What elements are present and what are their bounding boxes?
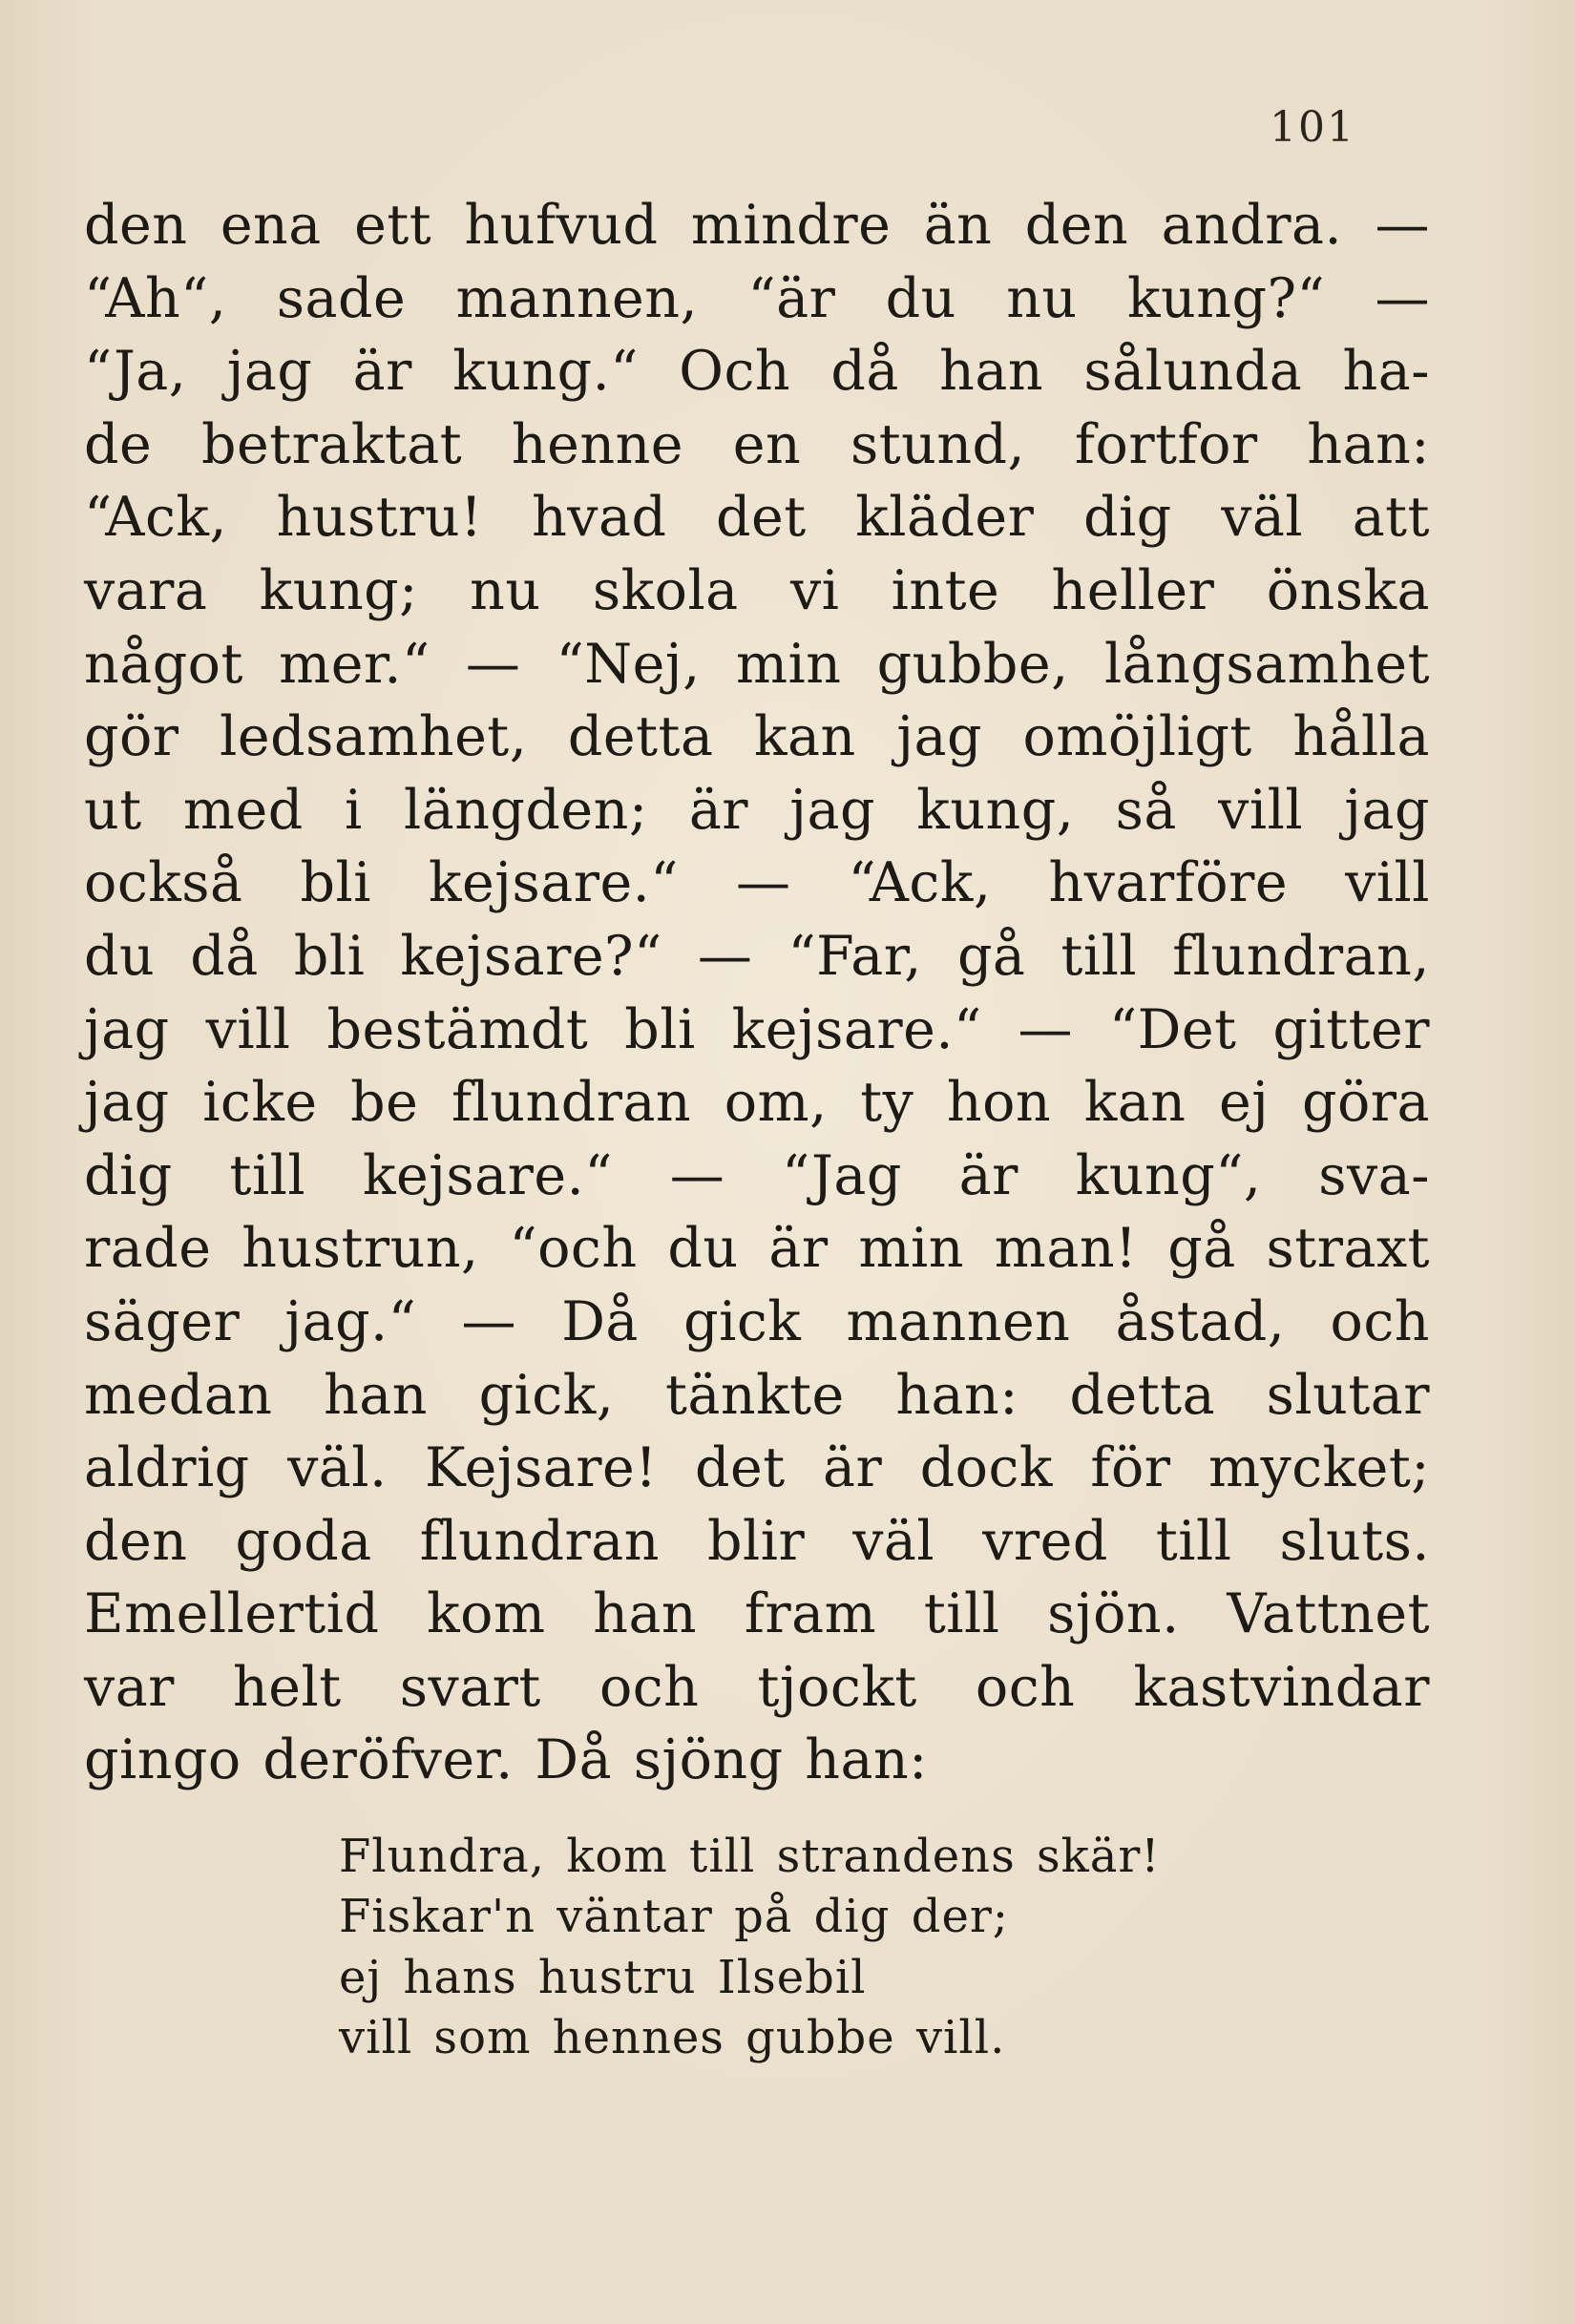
text-line: också bli kejsare.“ — “Ack, hvarföre vill	[84, 851, 1430, 915]
text-line: den goda flundran blir väl vred till sluts.	[84, 1509, 1430, 1573]
text-line: dig till kejsare.“ — “Jag är kung“, sva-	[84, 1143, 1430, 1207]
text-line: ut med i längden; är jag kung, så vill jag	[84, 778, 1430, 842]
text-line: “Ack, hustru! hvad det kläder dig väl att	[84, 486, 1430, 550]
text-line: vara kung; nu skola vi inte heller önska	[84, 558, 1430, 622]
text-line: rade hustrun, “och du är min man! gå straxt	[84, 1217, 1430, 1281]
verse-line: vill som hennes gubbe vill.	[339, 2010, 1006, 2064]
text-line: Emellertid kom han fram till sjön. Vattnet	[84, 1582, 1430, 1646]
text-line: gör ledsamhet, detta kan jag omöjligt hålla	[84, 705, 1430, 769]
verse-line: ej hans hustru Ilsebil	[339, 1950, 867, 2004]
text-line: gingo deröfver. Då sjöng han:	[84, 1728, 928, 1792]
text-line: “Ah“, sade mannen, “är du nu kung?“ —	[84, 266, 1430, 330]
verse-line: Flundra, kom till strandens skär!	[339, 1830, 1161, 1883]
body-text	[84, 189, 1430, 1797]
text-line: jag vill bestämdt bli kejsare.“ — “Det gitter	[84, 997, 1430, 1061]
text-line: aldrig väl. Kejsare! det är dock för mycket;	[84, 1436, 1430, 1500]
verse-line: Fiskar'n väntar på dig der;	[339, 1890, 1009, 1944]
text-line: medan han gick, tänkte han: detta slutar	[84, 1363, 1430, 1427]
text-line: du då bli kejsare?“ — “Far, gå till flundran,	[84, 924, 1430, 988]
text-line: säger jag.“ — Då gick mannen åstad, och	[84, 1289, 1430, 1353]
text-line: den ena ett hufvud mindre än den andra. —	[84, 194, 1430, 257]
text-line: “Ja, jag är kung.“ Och då han sålunda ha-	[84, 340, 1430, 404]
text-line: jag icke be flundran om, ty hon kan ej göra	[84, 1071, 1430, 1135]
text-line: var helt svart och tjockt och kastvindar	[84, 1655, 1430, 1719]
page-number: 101	[1270, 103, 1355, 152]
text-line: något mer.“ — “Nej, min gubbe, långsamhet	[84, 632, 1430, 696]
text-line: de betraktat henne en stund, fortfor han:	[84, 412, 1430, 476]
verse-block	[339, 1827, 1198, 2068]
